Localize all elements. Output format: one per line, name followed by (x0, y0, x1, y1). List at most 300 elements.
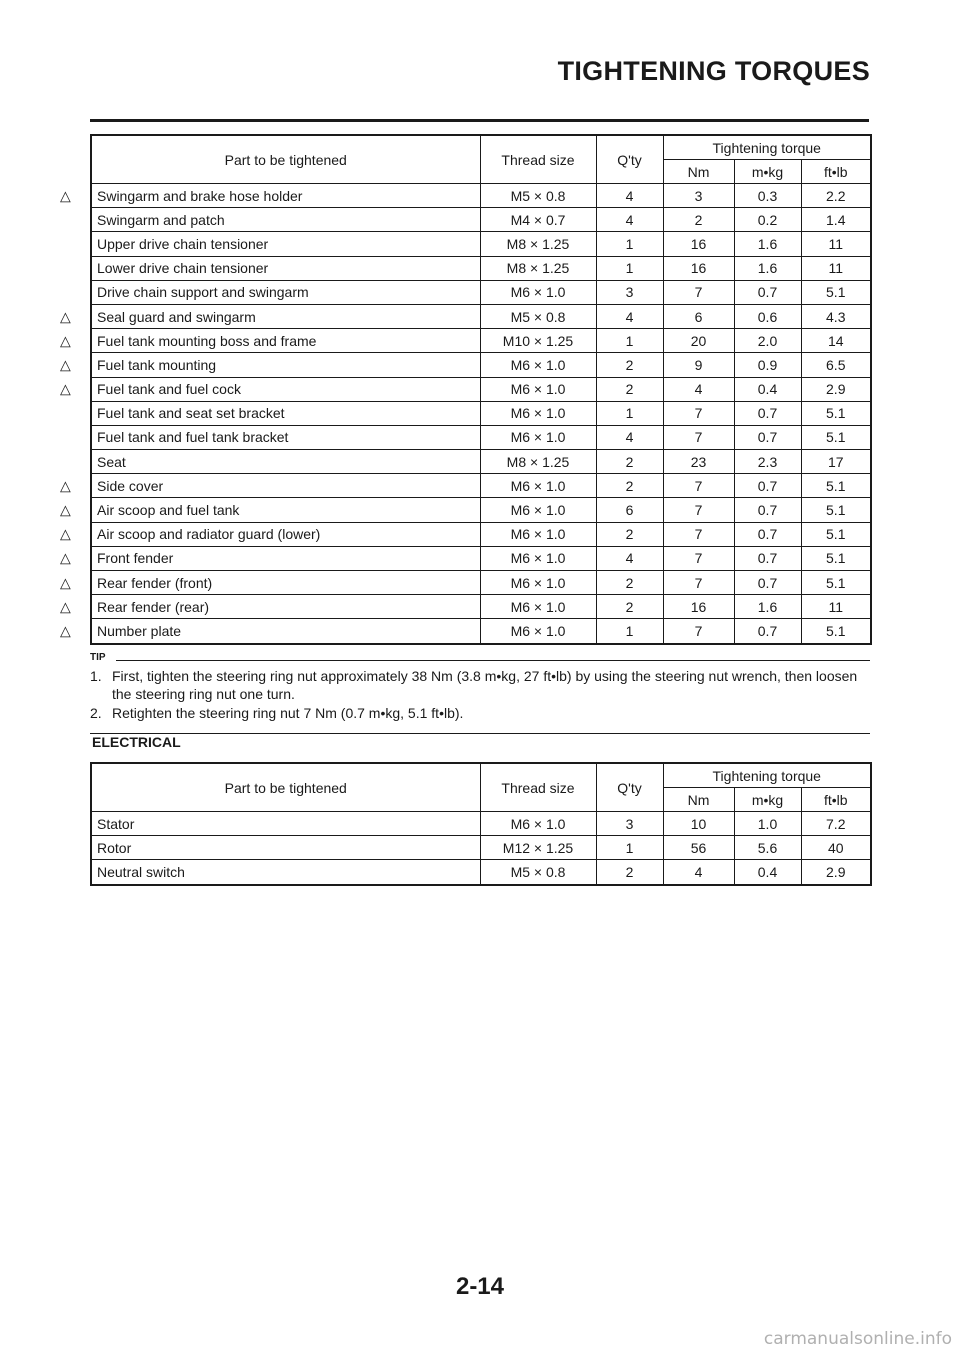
quantity-cell (596, 256, 663, 280)
thread-size-cell-text: M6 × 1.0 (510, 477, 566, 494)
quantity-cell (596, 498, 663, 522)
torque-ftlb-cell-text: 5.1 (826, 502, 846, 519)
thread-size-cell (480, 256, 596, 280)
triangle-mark-icon: △ (60, 356, 71, 373)
torque-mkg-cell (734, 256, 801, 280)
torque-mkg-cell-text: 0.6 (757, 308, 778, 325)
torque-mkg-cell (734, 546, 801, 570)
quantity-cell-text: 4 (625, 550, 634, 567)
torque-mkg-cell (734, 836, 801, 860)
part-cell-text: Stator (97, 815, 135, 832)
torque-ftlb-cell-text: 5.1 (826, 429, 846, 446)
thread-size-cell (480, 474, 596, 498)
torque-ftlb-cell (801, 329, 871, 353)
column-header-qty: Q'ty (596, 135, 663, 184)
torque-ftlb-cell (801, 353, 871, 377)
triangle-mark-icon: △ (60, 187, 71, 204)
torque-mkg-cell (734, 401, 801, 425)
column-header-mkg: m•kg (734, 160, 801, 184)
quantity-cell (596, 377, 663, 401)
quantity-cell-text: 6 (625, 502, 634, 519)
torque-mkg-cell (734, 619, 801, 644)
torque-mkg-cell (734, 860, 801, 885)
quantity-cell (596, 353, 663, 377)
part-cell-text: Front fender (97, 550, 174, 567)
thread-size-cell (480, 377, 596, 401)
thread-size-cell (480, 232, 596, 256)
torque-mkg-cell-text: 1.6 (757, 235, 778, 252)
part-cell (91, 256, 480, 280)
torque-mkg-cell (734, 208, 801, 232)
part-cell (91, 208, 480, 232)
tip-item-text: First, tighten the steering ring nut approximately 38 Nm (3.8 m•kg, 27 ft•lb) by using the steering nut wrench, then loosen the steering ring nut one turn. (112, 668, 858, 702)
quantity-cell (596, 860, 663, 885)
torque-nm-cell-text: 6 (694, 308, 703, 325)
column-header-torque: Tightening torque (663, 135, 871, 160)
torque-ftlb-cell-text: 1.4 (826, 211, 846, 228)
quantity-cell-text: 4 (625, 211, 634, 228)
thread-size-cell-text: M6 × 1.0 (510, 405, 566, 422)
torque-ftlb-cell (801, 425, 871, 449)
torque-mkg-cell-text: 0.7 (757, 622, 778, 639)
tip-item (90, 704, 870, 722)
column-header-nm: Nm (663, 788, 734, 812)
torque-mkg-cell-text: 2.3 (757, 453, 778, 470)
column-header-ftlb: ft•lb (801, 788, 871, 812)
table-row (91, 474, 871, 498)
page-title: TIGHTENING TORQUES (557, 56, 870, 86)
thread-size-cell-text: M8 × 1.25 (506, 260, 570, 277)
quantity-cell-text: 2 (625, 381, 634, 398)
thread-size-cell-text: M6 × 1.0 (510, 598, 566, 615)
table-row (91, 812, 871, 836)
quantity-cell-text: 3 (625, 284, 634, 301)
torque-mkg-cell (734, 522, 801, 546)
torque-nm-cell (663, 353, 734, 377)
triangle-mark-icon: △ (60, 549, 71, 566)
torque-nm-cell (663, 571, 734, 595)
torque-nm-cell-text: 4 (694, 381, 703, 398)
tip-box (90, 650, 870, 734)
torque-nm-cell (663, 812, 734, 836)
quantity-cell (596, 619, 663, 644)
thread-size-cell-text: M10 × 1.25 (502, 332, 574, 349)
table-row (91, 836, 871, 860)
torque-nm-cell (663, 208, 734, 232)
part-cell-text: Air scoop and fuel tank (97, 502, 240, 519)
torque-mkg-cell-text: 0.2 (757, 211, 778, 228)
thread-size-cell-text: M6 × 1.0 (510, 526, 566, 543)
part-cell (60, 329, 480, 353)
torque-ftlb-cell-text: 2.9 (826, 863, 846, 880)
quantity-cell (596, 522, 663, 546)
thread-size-cell-text: M6 × 1.0 (510, 574, 566, 591)
table-row (91, 546, 871, 570)
quantity-cell-text: 2 (625, 477, 634, 494)
part-cell-text: Air scoop and radiator guard (lower) (97, 526, 321, 543)
torque-mkg-cell-text: 0.7 (757, 550, 778, 567)
torque-ftlb-cell-text: 5.1 (826, 284, 846, 301)
table-row (91, 401, 871, 425)
quantity-cell (596, 232, 663, 256)
part-cell (91, 401, 480, 425)
torque-nm-cell-text: 7 (694, 284, 703, 301)
table-row (91, 522, 871, 546)
torque-ftlb-cell-text: 2.2 (826, 187, 846, 204)
torque-ftlb-cell-text: 2.9 (826, 381, 846, 398)
part-cell-text: Rotor (97, 839, 132, 856)
quantity-cell-text: 1 (625, 260, 634, 277)
torque-nm-cell-text: 9 (694, 356, 703, 373)
part-cell (60, 571, 480, 595)
table-row (91, 232, 871, 256)
triangle-mark-icon: △ (60, 380, 71, 397)
torque-ftlb-cell-text: 11 (828, 260, 844, 277)
torque-mkg-cell-text: 1.6 (757, 598, 778, 615)
part-cell-text: Fuel tank and fuel tank bracket (97, 429, 289, 446)
torque-ftlb-cell (801, 184, 871, 208)
torque-mkg-cell (734, 571, 801, 595)
triangle-mark-icon: △ (60, 501, 71, 518)
torque-mkg-cell-text: 2.0 (757, 332, 778, 349)
triangle-mark-icon: △ (60, 598, 71, 615)
quantity-cell-text: 1 (625, 235, 634, 252)
torque-mkg-cell-text: 0.7 (757, 574, 778, 591)
part-cell-text: Swingarm and patch (97, 211, 225, 228)
quantity-cell-text: 2 (625, 574, 634, 591)
tip-item-text: Retighten the steering ring nut 7 Nm (0.7 m•kg, 5.1 ft•lb). (112, 705, 464, 721)
part-cell-text: Seal guard and swingarm (97, 308, 256, 325)
thread-size-cell-text: M8 × 1.25 (506, 453, 570, 470)
part-cell-text: Swingarm and brake hose holder (97, 187, 303, 204)
tip-item-number: 1. (90, 668, 102, 684)
thread-size-cell-text: M5 × 0.8 (510, 308, 566, 325)
thread-size-cell (480, 208, 596, 232)
torque-nm-cell (663, 474, 734, 498)
torque-mkg-cell-text: 0.3 (757, 187, 778, 204)
part-cell-text: Fuel tank mounting boss and frame (97, 332, 317, 349)
torque-mkg-cell (734, 304, 801, 328)
torque-ftlb-cell-text: 5.1 (826, 550, 846, 567)
torque-mkg-cell (734, 425, 801, 449)
torque-ftlb-cell-text: 40 (827, 839, 844, 856)
thread-size-cell (480, 595, 596, 619)
thread-size-cell-text: M6 × 1.0 (510, 356, 566, 373)
thread-size-cell (480, 280, 596, 304)
thread-size-cell (480, 401, 596, 425)
quantity-cell (596, 329, 663, 353)
torque-mkg-cell-text: 1.6 (757, 260, 778, 277)
torque-nm-cell-text: 7 (694, 622, 703, 639)
thread-size-cell-text: M6 × 1.0 (510, 429, 566, 446)
torque-ftlb-cell (801, 304, 871, 328)
column-header-part: Part to be tightened (91, 763, 480, 812)
table-row (91, 280, 871, 304)
table-row (91, 184, 871, 208)
tip-divider (116, 660, 870, 661)
thread-size-cell (480, 425, 596, 449)
table-row (91, 329, 871, 353)
torque-mkg-cell (734, 450, 801, 474)
thread-size-cell (480, 522, 596, 546)
torque-nm-cell-text: 16 (690, 260, 707, 277)
table-row (91, 571, 871, 595)
torque-mkg-cell-text: 0.7 (757, 429, 778, 446)
part-cell (60, 474, 480, 498)
part-cell (60, 304, 480, 328)
table-row (91, 619, 871, 644)
part-cell-text: Seat (97, 453, 126, 470)
quantity-cell (596, 474, 663, 498)
torque-mkg-cell-text: 0.7 (757, 405, 778, 422)
triangle-mark-icon: △ (60, 308, 71, 325)
thread-size-cell (480, 353, 596, 377)
torque-nm-cell (663, 619, 734, 644)
thread-size-cell (480, 546, 596, 570)
table-row (91, 353, 871, 377)
torque-mkg-cell (734, 232, 801, 256)
part-cell (91, 232, 480, 256)
torque-ftlb-cell (801, 836, 871, 860)
torque-ftlb-cell-text: 5.1 (826, 526, 846, 543)
torque-mkg-cell (734, 498, 801, 522)
torque-mkg-cell-text: 0.4 (757, 381, 778, 398)
torque-ftlb-cell-text: 5.1 (826, 622, 846, 639)
part-cell-text: Upper drive chain tensioner (97, 235, 269, 252)
thread-size-cell-text: M12 × 1.25 (502, 839, 574, 856)
title-divider (90, 119, 869, 122)
torque-nm-cell (663, 184, 734, 208)
quantity-cell (596, 836, 663, 860)
quantity-cell-text: 2 (625, 863, 634, 880)
torque-ftlb-cell (801, 450, 871, 474)
column-header-ftlb: ft•lb (801, 160, 871, 184)
torque-mkg-cell (734, 377, 801, 401)
thread-size-cell-text: M5 × 0.8 (510, 187, 566, 204)
electrical-table-body (91, 812, 871, 885)
torque-mkg-cell-text: 0.7 (757, 502, 778, 519)
torque-mkg-cell-text: 0.7 (757, 526, 778, 543)
torque-mkg-cell (734, 184, 801, 208)
watermark: carmanualsonline.info (763, 1329, 952, 1349)
thread-size-cell (480, 860, 596, 885)
torque-ftlb-cell (801, 208, 871, 232)
torque-ftlb-cell-text: 14 (827, 332, 844, 349)
quantity-cell (596, 184, 663, 208)
torque-nm-cell-text: 7 (694, 526, 703, 543)
table-row (91, 377, 871, 401)
thread-size-cell (480, 450, 596, 474)
quantity-cell (596, 595, 663, 619)
thread-size-cell-text: M5 × 0.8 (510, 863, 566, 880)
torque-mkg-cell (734, 595, 801, 619)
torque-nm-cell-text: 4 (694, 863, 703, 880)
part-cell-text: Drive chain support and swingarm (97, 284, 309, 301)
torque-ftlb-cell-text: 6.5 (826, 356, 846, 373)
torque-ftlb-cell (801, 280, 871, 304)
column-header-torque: Tightening torque (663, 763, 871, 788)
table-row (91, 595, 871, 619)
part-cell-text: Number plate (97, 622, 182, 639)
torque-nm-cell-text: 16 (690, 598, 707, 615)
torque-nm-cell-text: 7 (694, 502, 703, 519)
quantity-cell (596, 401, 663, 425)
torque-ftlb-cell (801, 619, 871, 644)
tip-label: TIP (90, 652, 106, 663)
page-number: 2-14 (455, 1273, 505, 1300)
torque-nm-cell (663, 401, 734, 425)
table-row (91, 304, 871, 328)
thread-size-cell (480, 184, 596, 208)
quantity-cell-text: 2 (625, 453, 634, 470)
part-cell-text: Lower drive chain tensioner (97, 260, 269, 277)
triangle-mark-icon: △ (60, 525, 71, 542)
torque-ftlb-cell (801, 571, 871, 595)
table-row (91, 860, 871, 885)
column-header-thread: Thread size (480, 135, 596, 184)
thread-size-cell-text: M6 × 1.0 (510, 502, 566, 519)
part-cell-text: Fuel tank and seat set bracket (97, 405, 285, 422)
part-cell (60, 522, 480, 546)
thread-size-cell (480, 304, 596, 328)
column-header-qty: Q'ty (596, 763, 663, 812)
torque-mkg-cell-text: 0.7 (757, 284, 778, 301)
torque-nm-cell (663, 232, 734, 256)
torque-mkg-cell (734, 474, 801, 498)
part-cell-text: Rear fender (front) (97, 574, 213, 591)
part-cell (91, 280, 480, 304)
torque-nm-cell (663, 546, 734, 570)
table-row (91, 425, 871, 449)
quantity-cell (596, 450, 663, 474)
part-cell-text: Fuel tank mounting (97, 356, 217, 373)
torque-nm-cell (663, 860, 734, 885)
column-header-nm: Nm (663, 160, 734, 184)
triangle-mark-icon: △ (60, 622, 71, 639)
tip-item (90, 667, 870, 703)
column-header-mkg: m•kg (734, 788, 801, 812)
thread-size-cell-text: M6 × 1.0 (510, 622, 566, 639)
quantity-cell-text: 1 (625, 405, 634, 422)
torque-ftlb-cell-text: 4.3 (826, 308, 846, 325)
part-cell-text: Side cover (97, 477, 164, 494)
torque-mkg-cell (734, 329, 801, 353)
torque-nm-cell (663, 329, 734, 353)
thread-size-cell (480, 329, 596, 353)
torque-mkg-cell-text: 0.7 (757, 477, 778, 494)
frame-torque-table (60, 134, 872, 645)
torque-mkg-cell (734, 353, 801, 377)
torque-ftlb-cell (801, 498, 871, 522)
quantity-cell-text: 4 (625, 187, 634, 204)
thread-size-cell-text: M6 × 1.0 (510, 381, 566, 398)
quantity-cell-text: 4 (625, 429, 634, 446)
thread-size-cell-text: M6 × 1.0 (510, 815, 566, 832)
torque-nm-cell-text: 16 (690, 235, 707, 252)
torque-nm-cell (663, 522, 734, 546)
part-cell-text: Fuel tank and fuel cock (97, 381, 241, 398)
torque-nm-cell (663, 836, 734, 860)
torque-ftlb-cell-text: 5.1 (826, 405, 846, 422)
part-cell (60, 498, 480, 522)
part-cell (60, 619, 480, 644)
torque-nm-cell (663, 256, 734, 280)
quantity-cell (596, 812, 663, 836)
column-header-thread: Thread size (480, 763, 596, 812)
electrical-torque-table (90, 762, 872, 886)
part-cell (60, 353, 480, 377)
torque-mkg-cell-text: 0.9 (757, 356, 778, 373)
part-cell (60, 184, 480, 208)
quantity-cell (596, 304, 663, 328)
quantity-cell-text: 1 (625, 622, 634, 639)
torque-nm-cell (663, 450, 734, 474)
tip-bottom-divider (90, 733, 870, 734)
part-cell (91, 450, 480, 474)
thread-size-cell-text: M4 × 0.7 (510, 211, 566, 228)
torque-mkg-cell (734, 812, 801, 836)
torque-mkg-cell-text: 5.6 (757, 839, 778, 856)
torque-nm-cell (663, 280, 734, 304)
torque-nm-cell (663, 498, 734, 522)
thread-size-cell (480, 571, 596, 595)
torque-nm-cell-text: 10 (690, 815, 707, 832)
thread-size-cell (480, 498, 596, 522)
torque-ftlb-cell-text: 5.1 (826, 574, 846, 591)
torque-mkg-cell (734, 280, 801, 304)
thread-size-cell-text: M6 × 1.0 (510, 284, 566, 301)
quantity-cell (596, 425, 663, 449)
table-row (91, 498, 871, 522)
quantity-cell (596, 208, 663, 232)
torque-ftlb-cell (801, 377, 871, 401)
frame-table-body (60, 184, 871, 644)
torque-ftlb-cell-text: 11 (828, 598, 844, 615)
torque-nm-cell (663, 377, 734, 401)
torque-nm-cell-text: 7 (694, 574, 703, 591)
torque-nm-cell-text: 20 (690, 332, 707, 349)
part-cell (91, 860, 480, 885)
quantity-cell-text: 3 (625, 815, 634, 832)
torque-nm-cell-text: 7 (694, 405, 703, 422)
part-cell (91, 836, 480, 860)
torque-nm-cell (663, 595, 734, 619)
torque-ftlb-cell-text: 5.1 (826, 477, 846, 494)
triangle-mark-icon: △ (60, 574, 71, 591)
part-cell (60, 595, 480, 619)
quantity-cell (596, 571, 663, 595)
torque-nm-cell (663, 304, 734, 328)
torque-nm-cell-text: 23 (690, 453, 707, 470)
torque-ftlb-cell (801, 232, 871, 256)
torque-mkg-cell-text: 1.0 (757, 815, 778, 832)
table-row (91, 208, 871, 232)
thread-size-cell (480, 812, 596, 836)
quantity-cell-text: 2 (625, 356, 634, 373)
thread-size-cell (480, 619, 596, 644)
quantity-cell (596, 546, 663, 570)
part-cell (91, 425, 480, 449)
torque-nm-cell-text: 2 (694, 211, 703, 228)
torque-nm-cell-text: 3 (694, 187, 703, 204)
quantity-cell (596, 280, 663, 304)
torque-ftlb-cell-text: 7.2 (826, 815, 846, 832)
part-cell (60, 377, 480, 401)
triangle-mark-icon: △ (60, 332, 71, 349)
tip-item-number: 2. (90, 705, 102, 721)
table-row (91, 256, 871, 280)
thread-size-cell-text: M6 × 1.0 (510, 550, 566, 567)
